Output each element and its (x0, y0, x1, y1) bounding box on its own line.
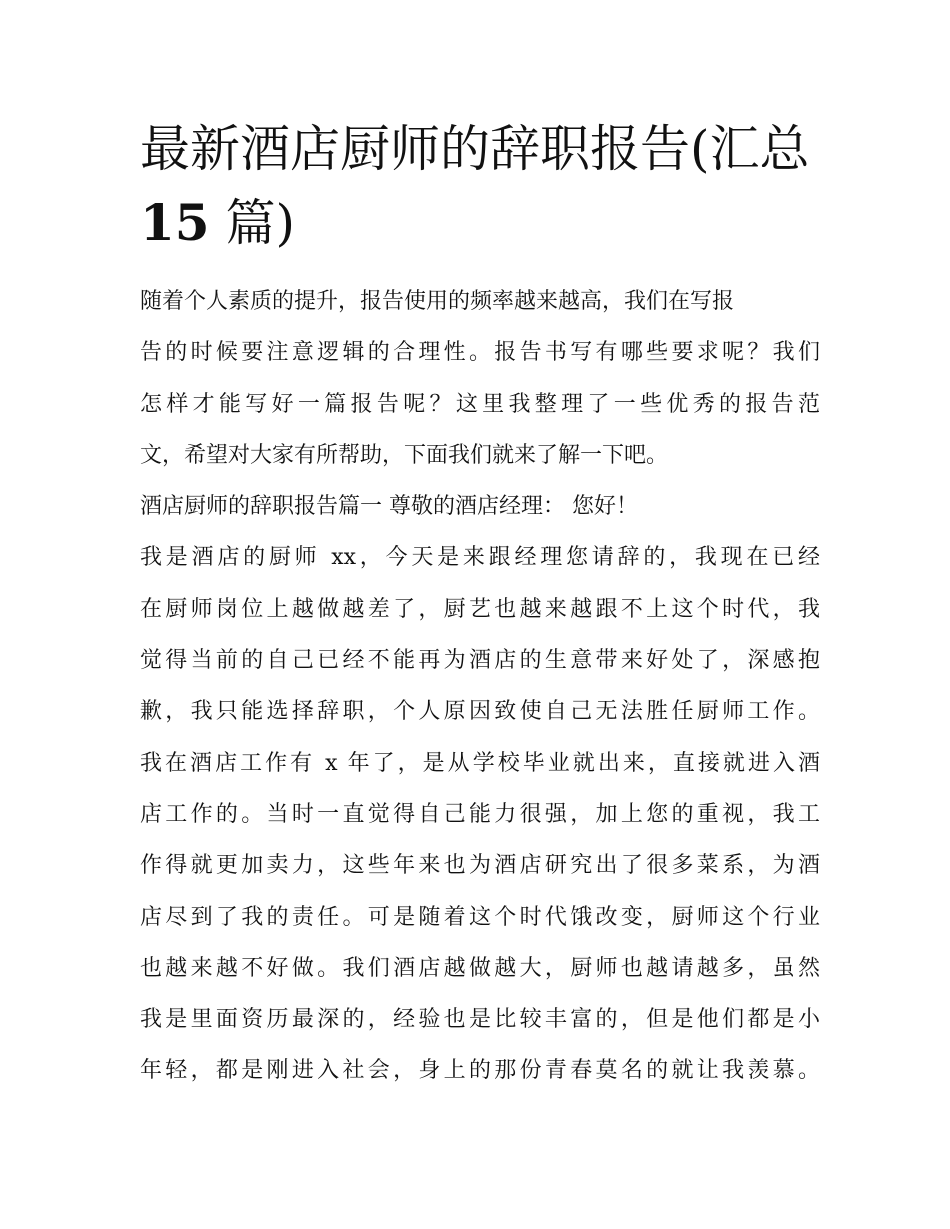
intro-line-4: 文，希望对大家有所帮助，下面我们就来了解一下吧。 (140, 442, 669, 468)
body-line-7: 作得就更加卖力，这些年来也为酒店研究出了很多菜系，为酒 (140, 853, 820, 879)
body-line-8: 店尽到了我的责任。可是随着这个时代饿改变，厨师这个行业 (140, 904, 820, 930)
body-line-10: 我是里面资历最深的，经验也是比较丰富的，但是他们都是小 (140, 1007, 820, 1033)
document-title (140, 112, 830, 260)
body-line-3: 觉得当前的自己已经不能再为酒店的生意带来好处了，深感抱 (140, 648, 820, 674)
section-heading-line: 酒店厨师的辞职报告篇一 尊敬的酒店经理： 您好！ (140, 494, 638, 520)
body-line-6: 店工作的。当时一直觉得自己能力很强，加上您的重视，我工 (140, 801, 820, 827)
intro-line-3: 怎样才能写好一篇报告呢？这里我整理了一些优秀的报告范 (140, 391, 820, 417)
body-line-1: 我是酒店的厨师 xx，今天是来跟经理您请辞的，我现在已经 (140, 545, 820, 571)
intro-line-2: 告的时候要注意逻辑的合理性。报告书写有哪些要求呢？我们 (140, 340, 820, 366)
body-line-2: 在厨师岗位上越做越差了，厨艺也越来越跟不上这个时代，我 (140, 596, 820, 622)
body-line-5: 我在酒店工作有 x 年了，是从学校毕业就出来，直接就进入酒 (140, 750, 820, 776)
title-number: 15 (140, 193, 210, 252)
title-line-2: 篇) (209, 194, 295, 252)
body-line-9: 也越来越不好做。我们酒店越做越大，厨师也越请越多，虽然 (140, 955, 820, 981)
intro-line-1: 随着个人素质的提升，报告使用的频率越来越高，我们在写报 (140, 289, 735, 314)
body-line-4: 歉，我只能选择辞职，个人原因致使自己无法胜任厨师工作。 (140, 699, 820, 725)
title-line-1: 最新酒店厨师的辞职报告(汇总 (140, 120, 810, 178)
document-body (140, 276, 820, 1097)
body-line-11: 年轻，都是刚进入社会，身上的那份青春莫名的就让我羡慕。 (140, 1058, 820, 1084)
